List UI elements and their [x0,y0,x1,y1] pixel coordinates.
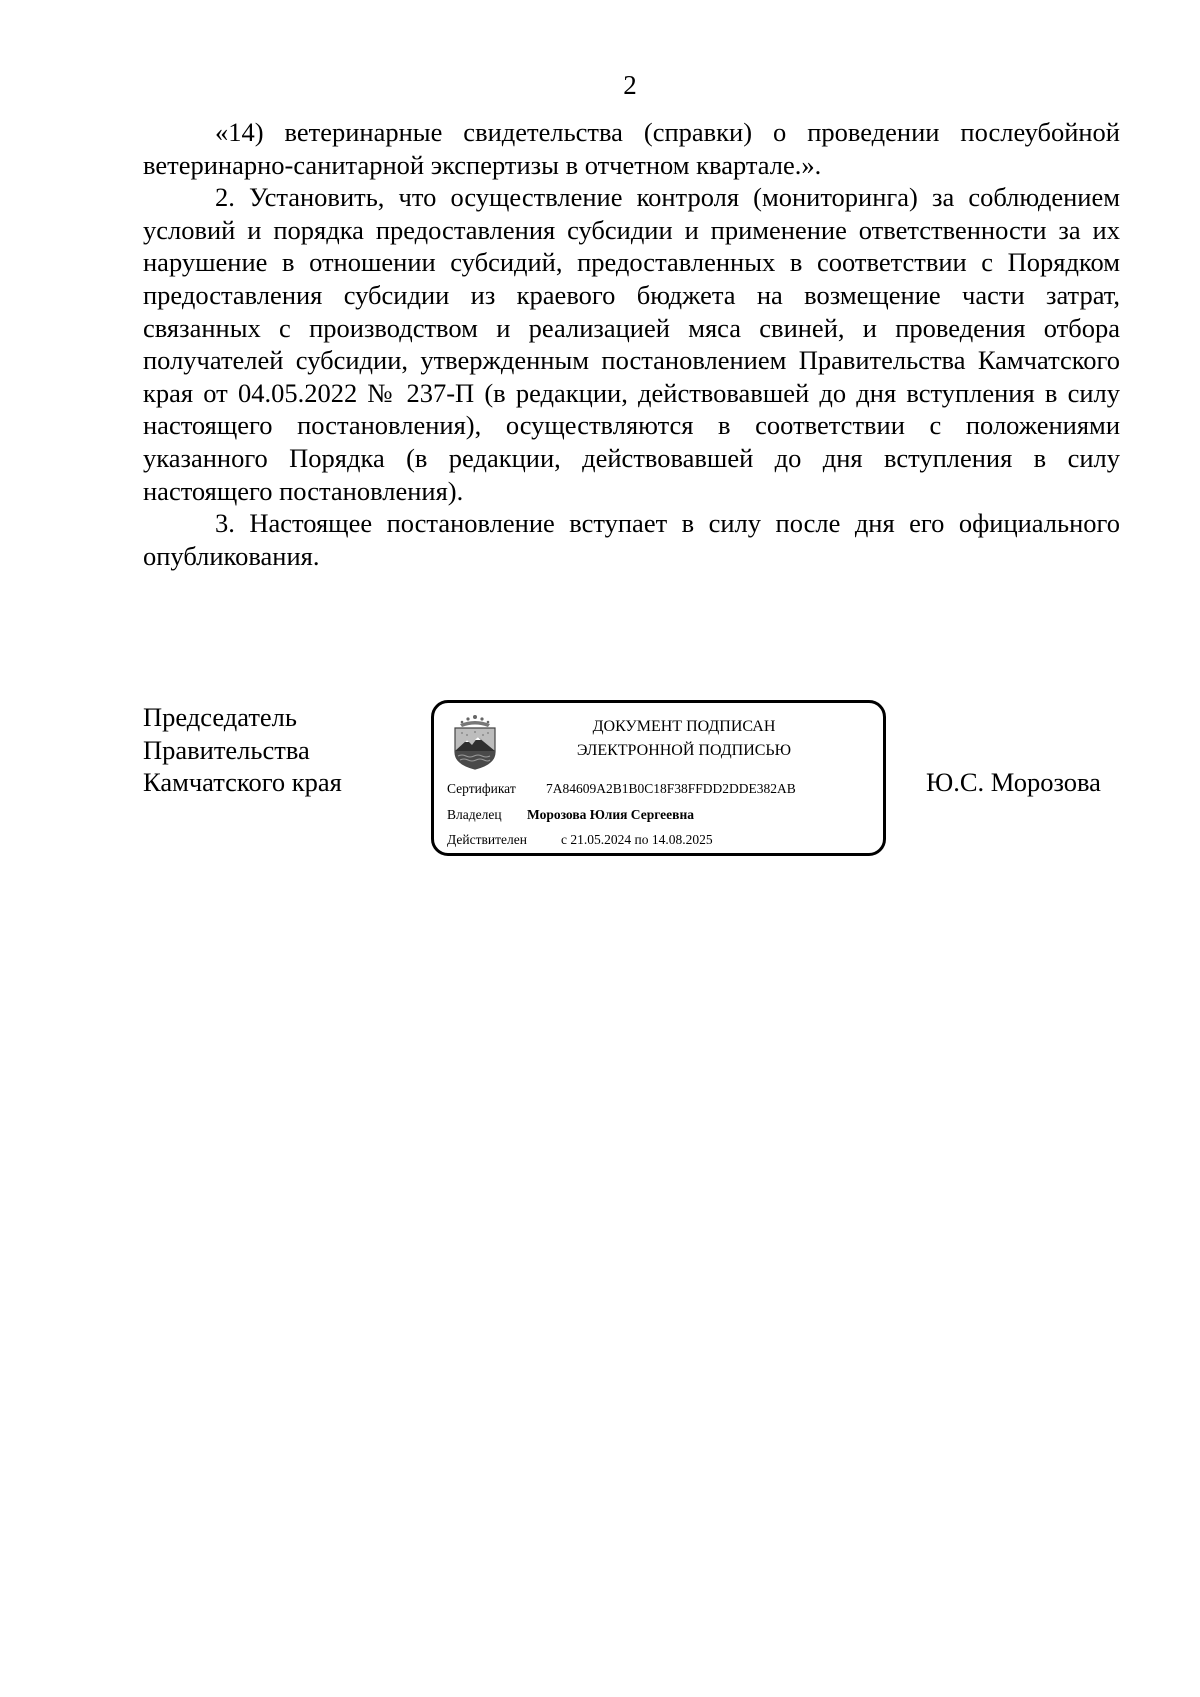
paragraph-clause-3: 3. Настоящее постановление вступает в силу после дня его официального опубликования. [143,508,1120,571]
document-body [143,116,1120,572]
electronic-signature-stamp [431,700,886,856]
signer-title-line: Камчатского края [143,767,342,798]
page-number: 2 [623,70,637,100]
paragraph-item-14: «14) ветеринарные свидетельства (справки) о проведении послеубойной ветеринарно-санитарной экспертизы в отчетном квартале.». [143,117,1120,180]
stamp-certificate-row [447,781,796,797]
signer-title-line: Председатель [143,702,297,732]
stamp-validity-label: Действителен [447,832,527,847]
stamp-owner-row [447,807,694,823]
stamp-owner-value: Морозова Юлия Сергеевна [527,807,694,822]
signer-title-line: Правительства [143,734,310,765]
signer-name: Ю.С. Морозова [926,767,1101,797]
stamp-heading [514,715,854,763]
stamp-heading-line: ЭЛЕКТРОННОЙ ПОДПИСЬЮ [576,742,792,759]
stamp-certificate-value: 7A84609A2B1B0C18F38FFDD2DDE382AB [546,781,796,796]
paragraph-clause-2: 2. Установить, что осуществление контроля (мониторинга) за соблюдением условий и порядка предоставления субсидии и применение ответственности за их нарушение в отношении субсидий, предоставленных в соответствии с Порядком предоставления субсидии из краевого бюджета на возмещение части затрат, связанных с производством и реализацией мяса свиней, и проведения отбора получателей субсидии, утвержденным постановлением Правительства Камчатского края от 04.05.2022 № 237-П (в редакции, действовавшей до дня вступления в силу настоящего постановления), осуществляются в соответствии с положениями указанного Порядка (в редакции, действовавшей до дня вступления в силу настоящего постановления). [143,182,1120,506]
stamp-owner-label: Владелец [447,807,502,822]
stamp-validity-row [447,832,713,848]
kamchatka-coat-of-arms-icon [450,714,500,770]
stamp-certificate-label: Сертификат [447,781,516,796]
stamp-heading-line: ДОКУМЕНТ ПОДПИСАН [592,718,776,735]
signer-title [143,701,342,799]
stamp-validity-value: с 21.05.2024 по 14.08.2025 [561,832,713,847]
